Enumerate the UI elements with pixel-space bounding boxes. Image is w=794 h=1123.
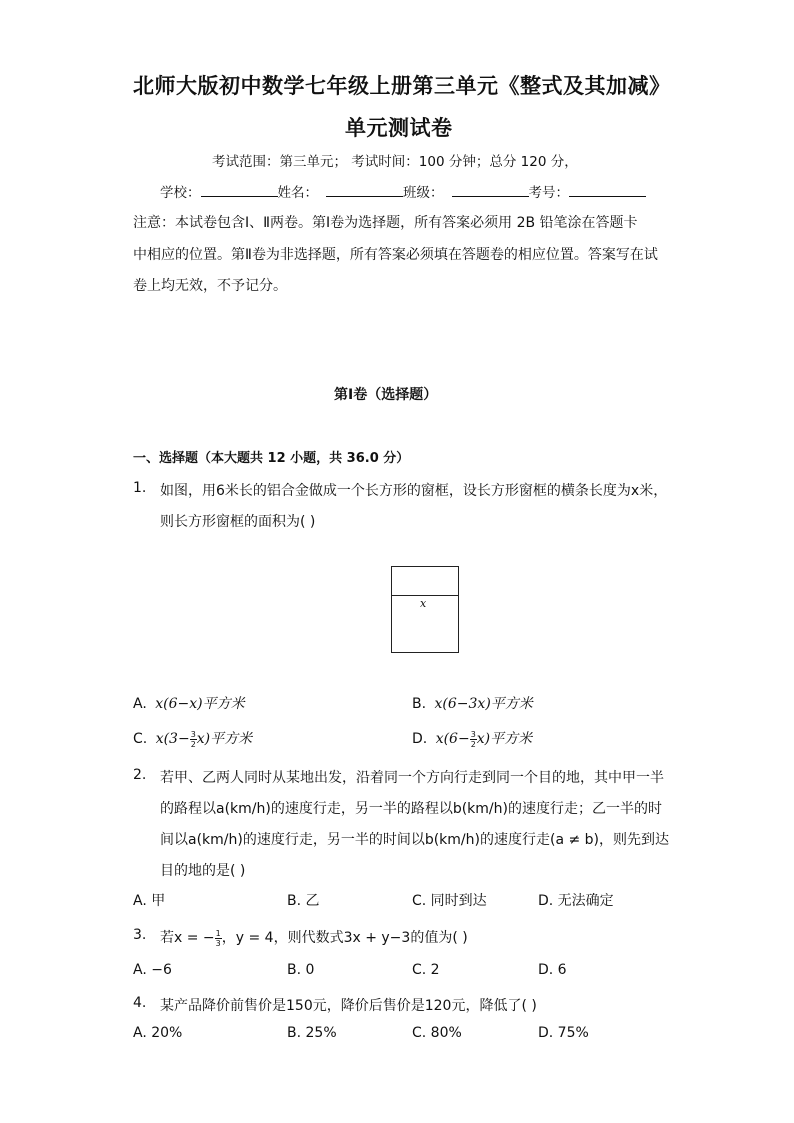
notice-line-3: 卷上均无效，不予记分。 xyxy=(133,278,287,294)
name-blank[interactable] xyxy=(326,182,403,197)
q2-line-2: 的路程以a(km/h)的速度行走，另一半的路程以b(km/h)的速度行走；乙一半的时 xyxy=(160,801,662,817)
exam-info: 考试范围：第三单元； 考试时间：100 分钟；总分 120 分， xyxy=(212,154,578,170)
q3-text-pre: 若x = − xyxy=(160,930,215,946)
q1-option-b-letter: B. xyxy=(412,696,427,712)
q2-line-3: 间以a(km/h)的速度行走，另一半的时间以b(km/h)的速度行走(a ≠ b)，则先到达 xyxy=(160,832,670,848)
window-crossbar xyxy=(392,595,458,596)
q1-option-d-frac-num: 3 xyxy=(470,729,476,739)
q3-option-d[interactable]: D. 6 xyxy=(538,962,567,978)
title-line-2: 单元测试卷 xyxy=(345,115,453,140)
figure-label-x: x xyxy=(420,597,427,610)
q1-option-c-pre: x(3− xyxy=(155,731,190,747)
section-1-title: 一、选择题（本大题共 12 小题，共 36.0 分） xyxy=(133,451,410,466)
q1-option-c[interactable] xyxy=(133,728,252,749)
q1-line-1: 如图，用6米长的铝合金做成一个长方形的窗框，设长方形窗框的横条长度为x米， xyxy=(160,483,668,499)
q1-option-c-fraction xyxy=(190,730,197,749)
q3-text-post: ，y = 4，则代数式3x + y−3的值为( ) xyxy=(221,930,468,946)
q2-option-d[interactable]: D. 无法确定 xyxy=(538,893,614,909)
q1-option-c-frac-num: 3 xyxy=(190,729,196,739)
q1-option-d-post: x)平方米 xyxy=(476,731,533,747)
q3-question xyxy=(160,927,468,948)
q2-option-a[interactable]: A. 甲 xyxy=(133,893,166,909)
q1-option-b-text: x(6−3x)平方米 xyxy=(434,696,533,712)
q1-option-b[interactable] xyxy=(412,693,533,713)
q3-option-c[interactable]: C. 2 xyxy=(412,962,440,978)
q1-option-c-post: x)平方米 xyxy=(196,731,253,747)
student-info-row xyxy=(160,181,646,201)
q4-option-b[interactable]: B. 25% xyxy=(287,1025,337,1041)
q2-option-c[interactable]: C. 同时到达 xyxy=(412,893,487,909)
name-label: 姓名： xyxy=(277,185,318,201)
q2-option-b[interactable]: B. 乙 xyxy=(287,893,320,909)
q2-number: 2. xyxy=(133,767,147,783)
q2-line-1: 若甲、乙两人同时从某地出发，沿着同一个方向行走到同一个目的地，其中甲一半 xyxy=(160,770,664,786)
q3-option-b[interactable]: B. 0 xyxy=(287,962,315,978)
class-blank[interactable] xyxy=(452,182,529,197)
notice-line-2: 中相应的位置。第Ⅱ卷为非选择题，所有答案必须填在答题卷的相应位置。答案写在试 xyxy=(133,247,658,263)
q3-number: 3. xyxy=(133,927,147,943)
q1-option-d-letter: D. xyxy=(412,731,428,747)
q1-option-a[interactable] xyxy=(133,693,245,713)
q3-option-a[interactable]: A. −6 xyxy=(133,962,172,978)
q4-question: 某产品降价前售价是150元，降价后售价是120元，降低了( ) xyxy=(160,998,537,1014)
q1-option-d[interactable] xyxy=(412,728,532,749)
q1-option-d-frac-den: 2 xyxy=(470,739,476,749)
class-label: 班级： xyxy=(403,185,444,201)
school-label: 学校： xyxy=(160,185,201,201)
q2-line-4: 目的地的是( ) xyxy=(160,863,246,879)
q1-option-d-pre: x(6− xyxy=(435,731,470,747)
q3-frac-num: 1 xyxy=(215,928,221,938)
q3-frac-den: 3 xyxy=(215,938,221,948)
q4-number: 4. xyxy=(133,995,147,1011)
q4-option-c[interactable]: C. 80% xyxy=(412,1025,462,1041)
q1-option-a-text: x(6−x)平方米 xyxy=(155,696,245,712)
school-blank[interactable] xyxy=(201,182,278,197)
q1-line-2: 则长方形窗框的面积为( ) xyxy=(160,514,316,530)
q1-option-a-letter: A. xyxy=(133,696,147,712)
title-line-1: 北师大版初中数学七年级上册第三单元《整式及其加减》 xyxy=(133,73,671,98)
part-1-title: 第Ⅰ卷（选择题） xyxy=(334,387,438,403)
id-blank[interactable] xyxy=(569,182,646,197)
q1-number: 1. xyxy=(133,480,147,496)
q4-option-a[interactable]: A. 20% xyxy=(133,1025,183,1041)
notice-line-1: 注意：本试卷包含Ⅰ、Ⅱ两卷。第Ⅰ卷为选择题，所有答案必须用 2B 铅笔涂在答题卡 xyxy=(133,215,638,231)
q1-option-c-frac-den: 2 xyxy=(190,739,196,749)
q4-option-d[interactable]: D. 75% xyxy=(538,1025,589,1041)
q1-option-d-fraction xyxy=(470,730,477,749)
q3-fraction xyxy=(215,929,222,948)
id-label: 考号： xyxy=(528,185,569,201)
q1-option-c-letter: C. xyxy=(133,731,148,747)
window-frame-figure xyxy=(391,566,459,653)
